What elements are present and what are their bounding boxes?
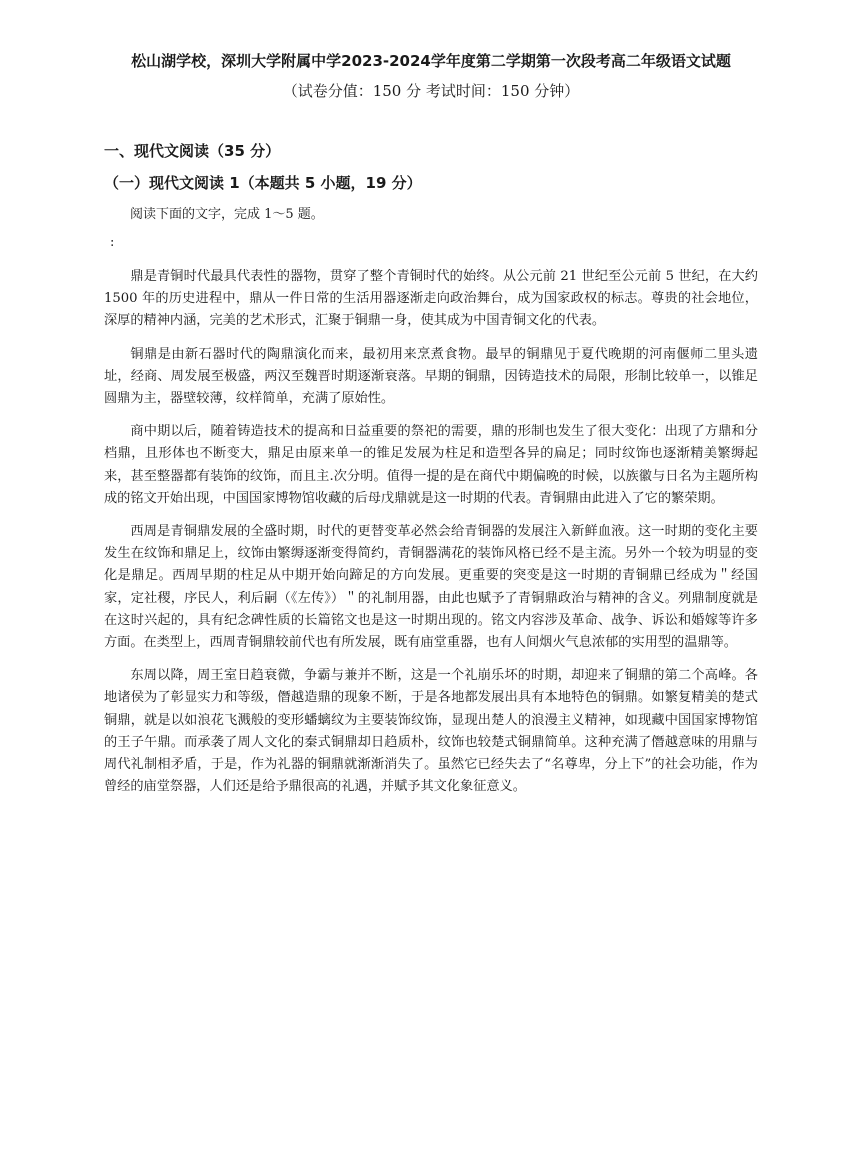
subsection-heading: （一）现代文阅读 1（本题共 5 小题，19 分） xyxy=(104,174,422,192)
exam-title: 松山湖学校，深圳大学附属中学2023-2024学年度第二学期第一次段考高二年级语文试题 xyxy=(131,52,731,70)
exam-page xyxy=(104,50,758,798)
passage-paragraph-5: 东周以降，周王室日趋衰微，争霸与兼并不断，这是一个礼崩乐坏的时期，却迎来了铜鼎的第二个高峰。各地诸侯为了彰显实力和等级，僭越造鼎的现象不断，于是各地都发展出具有本地特色的铜鼎。如繁复精美的楚式铜鼎，就是以如浪花飞溅般的变形蟠螭纹为主要装饰纹饰，显现出楚人的浪漫主义精神，如现藏中国国家博物馆的王子午鼎。而承袭了周人文化的秦式铜鼎却日趋质朴，纹饰也较楚式铜鼎简单。这种充满了僭越意味的用鼎与周代礼制相矛盾，于是，作为礼器的铜鼎就渐渐消失了。虽然它已经失去了“名尊卑，分上下”的社会功能，作为曾经的庙堂祭器，人们还是给予鼎很高的礼遇，并赋予其文化象征意义。 xyxy=(104,668,758,795)
section-heading: 一、现代文阅读（35 分） xyxy=(104,142,281,160)
passage-paragraph-2: 铜鼎是由新石器时代的陶鼎演化而来，最初用来烹煮食物。最早的铜鼎见于夏代晚期的河南偃师二里头遗址，经商、周发展至极盛，两汉至魏晋时期逐渐衰落。早期的铜鼎，因铸造技术的局限，形制比较单一，以锥足圆鼎为主，器壁较薄，纹样简单，充满了原始性。 xyxy=(104,346,758,407)
reading-passage xyxy=(104,266,758,798)
colon-mark: : xyxy=(110,235,115,250)
passage-paragraph-3: 商中期以后，随着铸造技术的提高和日益重要的祭祀的需要，鼎的形制也发生了很大变化：出现了方鼎和分档鼎，且形体也不断变大，鼎足由原来单一的锥足发展为柱足和造型各异的扁足；同时纹饰也逐渐精美繁缛起来，甚至整器都有装饰的纹饰，而且主.次分明。值得一提的是在商代中期偏晚的时候，以族徽与日名为主题所构成的铭文开始出现，中国国家博物馆收藏的后母戊鼎就是这一时期的代表。青铜鼎由此进入了它的繁荣期。 xyxy=(104,424,758,506)
exam-subtitle: （试卷分值：150 分 考试时间：150 分钟） xyxy=(282,82,580,100)
reading-instruction: 阅读下面的文字，完成 1～5 题。 xyxy=(130,207,324,222)
passage-paragraph-1: 鼎是青铜时代最具代表性的器物，贯穿了整个青铜时代的始终。从公元前 21 世纪至公元前 5 世纪，在大约 1500 年的历史进程中，鼎从一件日常的生活用器逐渐走向政治舞台，成为国家政权的标志。尊贵的社会地位，深厚的精神内涵，完美的艺术形式，汇聚于铜鼎一身，使其成为中国青铜文化的代表。 xyxy=(104,269,758,329)
passage-paragraph-4: 西周是青铜鼎发展的全盛时期，时代的更替变革必然会给青铜器的发展注入新鲜血液。这一时期的变化主要发生在纹饰和鼎足上，纹饰由繁缛逐渐变得简约，青铜器满花的装饰风格已经不是主流。另外一个较为明显的变化是鼎足。西周早期的柱足从中期开始向蹄足的方向发展。更重要的突变是这一时期的青铜鼎已经成为＂经国家，定社稷，序民人，利后嗣（《左传》）＂的礼制用器，由此也赋予了青铜鼎政治与精神的含义。列鼎制度就是在这时兴起的，具有纪念碑性质的长篇铭文也是这一时期出现的。铭文内容涉及革命、战争、诉讼和婚嫁等许多方面。在类型上，西周青铜鼎较前代也有所发展，既有庙堂重器，也有人间烟火气息浓郁的实用型的温鼎等。 xyxy=(104,524,758,651)
